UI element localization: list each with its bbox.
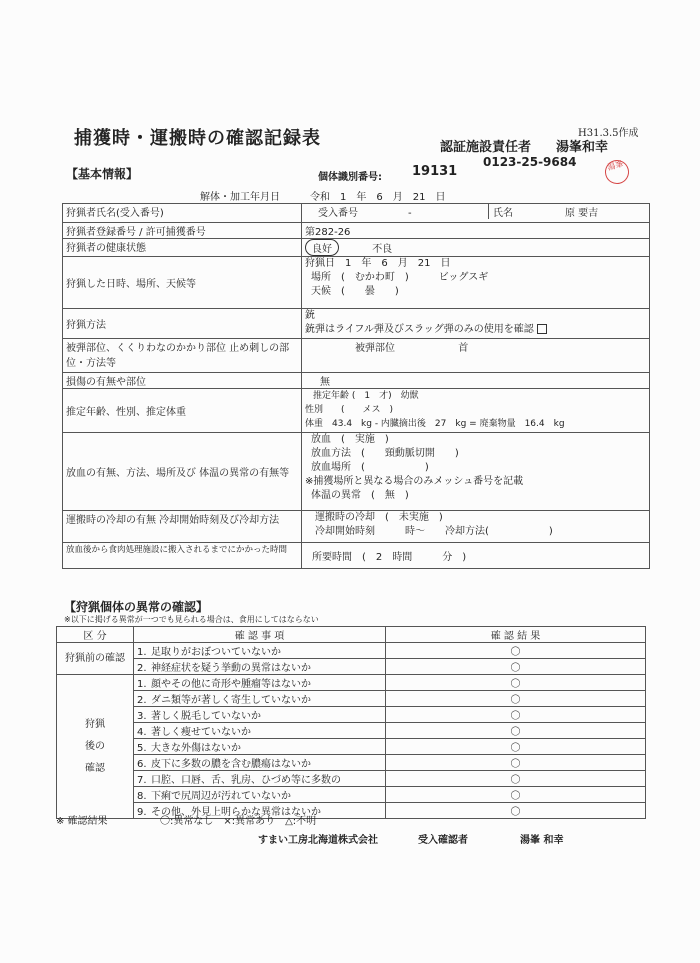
check-table xyxy=(56,626,646,819)
item-text: 著しく痩せていないか xyxy=(151,727,251,738)
name-value: 原 要吉 xyxy=(565,208,599,219)
cool-value: 運搬時の冷却 ( 未実施 ) xyxy=(315,512,443,523)
item-number: 8. xyxy=(137,791,147,802)
basic-section-title: 【基本情報】 xyxy=(66,167,139,181)
legend-label: ※ 確認結果 xyxy=(56,816,108,827)
item-text: その他、外見上明らかな異常はないか xyxy=(151,807,321,818)
transport-label: 放血後から食肉処理施設に搬入されるまでにかかった時間 xyxy=(63,543,302,569)
health-good: 良好 xyxy=(305,239,339,256)
check-item xyxy=(134,723,386,739)
age-value: 推定年齢 ( 1 才) 幼獣 xyxy=(313,391,419,401)
item-number: 4. xyxy=(137,727,147,738)
bleed-value: 放血 ( 実施 ) xyxy=(311,434,389,445)
item-number: 1. xyxy=(137,679,147,690)
estimate-cell xyxy=(302,389,650,433)
after-label: 狩猟後の確認 xyxy=(57,675,134,819)
item-number: 1. xyxy=(137,647,147,658)
hunter-name-cell xyxy=(302,204,650,223)
item-result: 〇 xyxy=(386,707,646,723)
item-text: 著しく脱毛していないか xyxy=(151,711,261,722)
item-text: 下痢で尻周辺が汚れていないか xyxy=(151,791,291,802)
name-label: 氏名 xyxy=(488,204,537,219)
check-item xyxy=(134,675,386,691)
header-result: 確 認 結 果 xyxy=(386,627,646,643)
transport-value: 所要時間 ( 2 時間 分 ) xyxy=(302,543,650,569)
health-cell xyxy=(302,239,650,257)
item-text: 足取りがおぼついていないか xyxy=(151,647,281,658)
item-text: 皮下に多数の膿を含む膿瘍はないか xyxy=(151,759,311,770)
header-item: 確 認 事 項 xyxy=(134,627,386,643)
hunt-weather: 天候 ( 曇 ) xyxy=(311,286,399,297)
check-item xyxy=(134,659,386,675)
item-result: 〇 xyxy=(386,739,646,755)
check-section-title: 【狩猟個体の異常の確認】 xyxy=(64,600,209,614)
header-category: 区 分 xyxy=(57,627,134,643)
hit-label: 被弾部位、くくりわなのかかり部位 止め刺しの部位・方法等 xyxy=(63,339,302,373)
cool-label: 運搬時の冷却の有無 冷却開始時刻及び冷却方法 xyxy=(63,511,302,543)
hit-part-label: 被弾部位 xyxy=(355,343,395,354)
item-text: 口腔、口唇、舌、乳房、ひづめ等に多数の xyxy=(151,775,341,786)
item-number: 7. xyxy=(137,775,147,786)
damage-label: 損傷の有無や部位 xyxy=(63,373,302,389)
bleed-method: 放血方法 ( 頸動脈切開 ) xyxy=(311,448,459,459)
check-item xyxy=(134,691,386,707)
item-number: 2. xyxy=(137,695,147,706)
hunt-day: 狩猟日 1 年 6 月 21 日 xyxy=(305,258,451,269)
basic-info-table xyxy=(62,203,650,569)
sex-value: 性別 ( メス ) xyxy=(305,405,394,415)
item-number: 9. xyxy=(137,807,147,818)
bleed-cell xyxy=(302,433,650,511)
item-result: 〇 xyxy=(386,723,646,739)
estimate-label: 推定年齢、性別、推定体重 xyxy=(63,389,302,433)
item-text: 神経症状を疑う挙動の異常はないか xyxy=(151,663,311,674)
check-note: ※以下に掲げる異常が一つでも見られる場合は、食用にしてはならない xyxy=(64,615,319,624)
bleed-note: ※捕獲場所と異なる場合のみメッシュ番号を記載 xyxy=(305,476,524,487)
id-label: 個体識別番号: xyxy=(318,172,382,183)
license-value: 第282-26 xyxy=(302,223,650,239)
legend-text: 〇:異常なし ×:異常あり △:不明 xyxy=(160,816,317,827)
item-number: 6. xyxy=(137,759,147,770)
health-label: 狩猟者の健康状態 xyxy=(63,239,302,257)
date-value: 令和 1 年 6 月 21 日 xyxy=(310,192,446,203)
cool-time: 冷却開始時刻 時〜 冷却方法( ) xyxy=(315,526,553,537)
license-label: 狩猟者登録番号 / 許可捕獲番号 xyxy=(63,223,302,239)
check-item xyxy=(134,755,386,771)
check-item xyxy=(134,643,386,659)
temp-value: 体温の異常 ( 無 ) xyxy=(311,490,409,501)
cool-cell xyxy=(302,511,650,543)
item-number: 5. xyxy=(137,743,147,754)
method-cell xyxy=(302,309,650,339)
responsible-name: 湯峯和幸 xyxy=(556,140,609,155)
bleed-place: 放血場所 ( ) xyxy=(311,462,429,473)
phone-number: 0123-25-9684 xyxy=(483,155,577,169)
item-result: 〇 xyxy=(386,675,646,691)
form-title: 捕獲時・運搬時の確認記録表 xyxy=(74,128,321,149)
item-number: 2. xyxy=(137,663,147,674)
item-result: 〇 xyxy=(386,643,646,659)
before-label: 狩猟前の確認 xyxy=(57,643,134,675)
check-item xyxy=(134,707,386,723)
hunt-label: 狩猟した日時、場所、天候等 xyxy=(63,257,302,309)
damage-value: 無 xyxy=(302,373,650,389)
item-text: 顔やその他に奇形や腫瘤等はないか xyxy=(151,679,311,690)
receiver-label: 受入確認者 xyxy=(418,835,468,846)
hit-cell xyxy=(302,339,650,373)
form-date: H31.3.5作成 xyxy=(578,128,639,139)
seal-stamp: 湯峯 xyxy=(602,157,631,186)
date-label: 解体・加工年月日 xyxy=(200,192,280,203)
item-result: 〇 xyxy=(386,771,646,787)
item-text: 大きな外傷はないか xyxy=(151,743,241,754)
id-value: 19131 xyxy=(412,164,458,179)
item-text: ダニ類等が著しく寄生していないか xyxy=(151,695,311,706)
item-result: 〇 xyxy=(386,755,646,771)
method-label: 狩猟方法 xyxy=(63,309,302,339)
bleed-label: 放血の有無、方法、場所及び 体温の異常の有無等 xyxy=(63,433,302,511)
method-note-text: 銃弾はライフル弾及びスラッグ弾のみの使用を確認 xyxy=(305,324,534,335)
item-result: 〇 xyxy=(386,691,646,707)
method-note xyxy=(305,323,646,337)
method-checkbox xyxy=(537,324,547,334)
hit-part: 首 xyxy=(458,343,469,354)
hunter-name-label: 狩猟者氏名(受入番号) xyxy=(63,204,302,223)
responsible-label: 認証施設責任者 xyxy=(440,140,532,155)
item-result: 〇 xyxy=(386,659,646,675)
health-bad: 不良 xyxy=(372,244,393,255)
receive-number: 受入番号 - xyxy=(318,208,412,219)
check-item xyxy=(134,771,386,787)
weight-value: 体重 43.4 kg - 内臓摘出後 27 kg = 廃棄物量 16.4 kg xyxy=(305,419,565,429)
check-item xyxy=(134,739,386,755)
method-gun: 銃 xyxy=(305,310,315,321)
company-name: すまい工房北海道株式会社 xyxy=(258,835,378,846)
check-item xyxy=(134,787,386,803)
receiver-name: 湯峯 和幸 xyxy=(520,835,564,846)
hunt-place: 場所 ( むかわ町 ) ビッグスギ xyxy=(311,272,489,283)
item-number: 3. xyxy=(137,711,147,722)
item-result: 〇 xyxy=(386,787,646,803)
hunt-cell xyxy=(302,257,650,309)
item-result: 〇 xyxy=(386,803,646,819)
